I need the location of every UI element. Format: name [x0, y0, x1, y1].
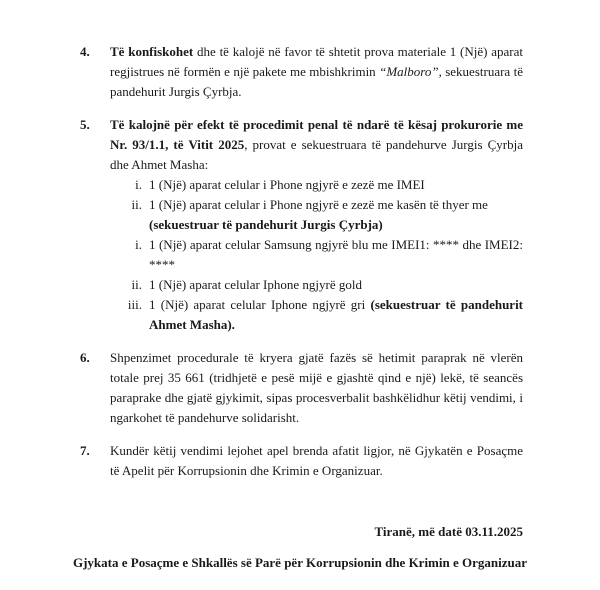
text-segment: Të konfiskohet: [110, 44, 194, 59]
court-signature-line: Gjykata e Posaçme e Shkallës së Parë për Korrupsionin dhe Krimin e Organizuar: [72, 555, 527, 570]
sub-item-marker: ii.: [131, 197, 142, 212]
text-segment: , provat e sekuestruara të pandehurve Jurgis Çyrbja dhe Ahmet Masha:: [110, 137, 523, 172]
sub-item-marker: ii.: [131, 277, 142, 292]
text-segment: Të kalojnë për efekt të procedimit penal të ndarë të kësaj prokurorie me Nr. 93/1.1, të Vitit 2025: [110, 117, 523, 152]
decision-item-4: [80, 42, 523, 102]
decision-item-6: [80, 348, 523, 428]
decision-items-list: [80, 42, 523, 481]
sub-item-marker: iii.: [127, 297, 142, 312]
text-segment: (sekuestruar të pandehurit Ahmet Masha).: [149, 297, 524, 332]
text-segment: , sekuestruara të pandehurit Jurgis Çyrbja.: [110, 64, 523, 99]
text-segment: (sekuestruar të pandehurit Jurgis Çyrbja): [149, 217, 383, 232]
text-segment: “Malboro”: [379, 64, 439, 79]
text-segment: 1 (Një) aparat celular Samsung ngjyrë blu me IMEI1: **** dhe IMEI2: ****: [149, 237, 523, 272]
text-segment: 1 (Një) aparat celular Iphone ngjyrë gold: [149, 277, 362, 292]
text-segment: Kundër këtij vendimi lejohet apel brenda afatit ligjor, në Gjykatën e Posaçme të Apelit për Korrupsionin dhe Krimin e Organizuar.: [110, 443, 523, 478]
text-segment: 1 (Një) aparat celular i Phone ngjyrë e zezë me IMEI: [149, 177, 425, 192]
decision-item-5: [80, 115, 523, 335]
item-number: 5.: [80, 117, 90, 132]
sub-item: [110, 195, 523, 235]
item-number: 4.: [80, 44, 90, 59]
decision-item-7: [80, 441, 523, 481]
date-line: Tiranë, më datë 03.11.2025: [374, 524, 523, 539]
item-body: [110, 42, 523, 102]
text-segment: 1 (Një) aparat celular i Phone ngjyrë e zezë me kasën të thyer me: [149, 197, 488, 212]
sub-item: [110, 175, 523, 195]
sub-item: [110, 295, 523, 335]
item-body: [110, 441, 523, 481]
sub-item-body: [149, 275, 523, 295]
sub-item-marker: i.: [135, 237, 142, 252]
text-segment: dhe të kalojë në favor të shtetit prova materiale 1 (Një) aparat regjistrues në formën e një pakete me mbishkrimin: [110, 44, 523, 79]
sub-item-body: [149, 195, 523, 235]
item-number: 7.: [80, 443, 90, 458]
sub-item-body: [149, 295, 523, 335]
item-number: 6.: [80, 350, 90, 365]
sub-item: [110, 235, 523, 275]
sub-item-marker: i.: [135, 177, 142, 192]
text-segment: 1 (Një) aparat celular Iphone ngjyrë gri: [149, 297, 371, 312]
sub-items-list: [110, 175, 523, 335]
item-body: [110, 348, 523, 428]
item-body: [110, 115, 523, 335]
sub-item-body: [149, 175, 523, 195]
text-segment: Shpenzimet procedurale të kryera gjatë fazës së hetimit paraprak në vlerën totale prej 35 661 (tridhjetë e pesë mijë e gjashtë qind e një) lekë, të seancës paraprake dhe gjatë gjykimit, sipas procesverbalit bashkëlidhur këtij vendimi, i ngarkohet të pandehurve solidarisht.: [110, 350, 523, 425]
sub-item-body: [149, 235, 523, 275]
sub-item: [110, 275, 523, 295]
